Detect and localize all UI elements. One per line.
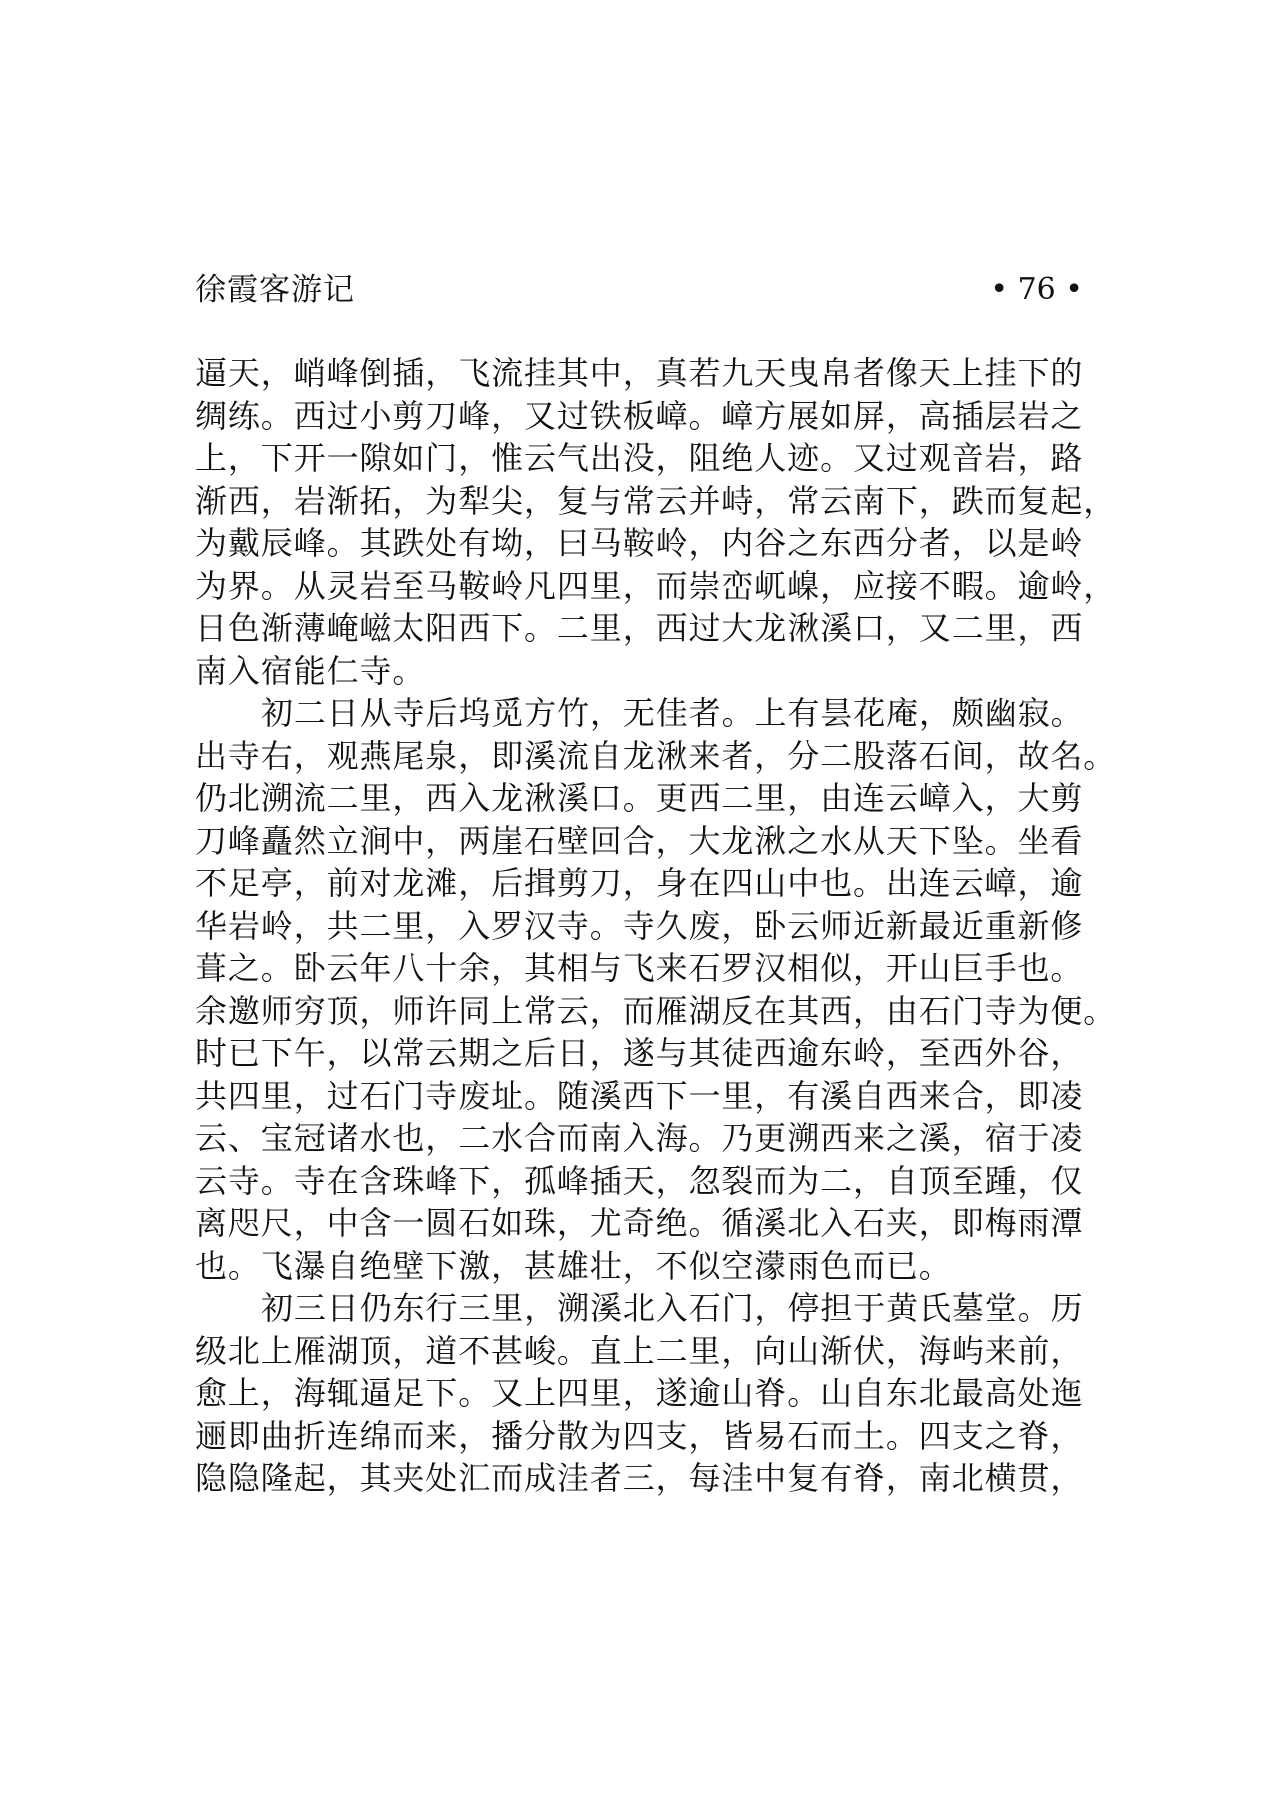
text-line: 愈上，海辄逼足下。又上四里，遂逾山脊。山自东北最高处迤 [195, 1374, 1084, 1412]
text-line: 离咫尺，中含一圆石如珠，尤奇绝。循溪北入石夹，即梅雨潭 [195, 1204, 1084, 1242]
body-text [195, 352, 1117, 1500]
text-line: 为戴辰峰。其跌处有坳，曰马鞍岭，内谷之东西分者，以是岭 [195, 524, 1084, 562]
text-line: 逦即曲折连绵而来，播分散为四支，皆易石而土。四支之脊， [195, 1416, 1084, 1455]
text-line: 时已下午，以常云期之后日，遂与其徒西逾东岭，至西外谷， [195, 1034, 1084, 1072]
text-line: 云寺。寺在含珠峰下，孤峰插天，忽裂而为二，自顶至踵，仅 [195, 1161, 1084, 1200]
text-line: 出寺右，观燕尾泉，即溪流自龙湫来者，分二股落石间，故名。 [195, 736, 1117, 775]
text-line: 共四里，过石门寺废址。随溪西下一里，有溪自西来合，即凌 [195, 1076, 1084, 1115]
text-line: 隐隐隆起，其夹处汇而成洼者三，每洼中复有脊，南北横贯， [195, 1459, 1084, 1497]
text-line: 不足亭，前对龙滩，后揖剪刀，身在四山中也。出连云嶂，逾 [195, 864, 1084, 902]
text-line: 为界。从灵岩至马鞍岭凡四里，而崇峦屼嵲，应接不暇。逾岭， [195, 566, 1117, 605]
text-line: 逼天，峭峰倒插，飞流挂其中，真若九天曳帛者像天上挂下的 [195, 354, 1084, 392]
text-line: 南入宿能仁寺。 [195, 651, 426, 690]
page-header [195, 268, 1083, 318]
text-line: 刀峰矗然立涧中，两崖石壁回合，大龙湫之水从天下坠。坐看 [195, 821, 1084, 860]
text-line: 绸练。西过小剪刀峰，又过铁板嶂。嶂方展如屏，高插层岩之 [195, 396, 1084, 435]
paragraph-start-line: 初三日仍东行三里，溯溪北入石门，停担于黄氏墓堂。历 [261, 1289, 1084, 1327]
text-line: 日色渐薄崦嵫太阳西下。二里，西过大龙湫溪口，又二里，西 [195, 609, 1084, 647]
text-line: 余邀师穷顶，师许同上常云，而雁湖反在其西，由石门寺为便。 [195, 991, 1117, 1030]
paragraph-start-line: 初二日从寺后坞觅方竹，无佳者。上有昙花庵，颇幽寂。 [261, 694, 1084, 732]
text-line: 上，下开一隙如门，惟云气出没，阻绝人迹。又过观音岩，路 [195, 439, 1084, 477]
text-line: 葺之。卧云年八十余，其相与飞来石罗汉相似，开山巨手也。 [195, 949, 1084, 987]
text-line: 也。飞瀑自绝壁下激，甚雄壮，不似空濛雨色而已。 [195, 1246, 952, 1285]
text-line: 级北上雁湖顶，道不甚峻。直上二里，向山渐伏，海屿来前， [195, 1331, 1084, 1370]
text-line: 仍北溯流二里，西入龙湫溪口。更西二里，由连云嶂入，大剪 [195, 779, 1084, 817]
text-line: 华岩岭，共二里，入罗汉寺。寺久废，卧云师近新最近重新修 [195, 906, 1084, 945]
text-line: 云、宝冠诸水也，二水合而南入海。乃更溯西来之溪，宿于凌 [195, 1119, 1084, 1157]
text-line: 渐西，岩渐拓，为犁尖，复与常云并峙，常云南下，跌而复起， [195, 481, 1117, 520]
page-number: • 76 • [990, 272, 1083, 307]
running-head-title: 徐霞客游记 [195, 272, 355, 308]
